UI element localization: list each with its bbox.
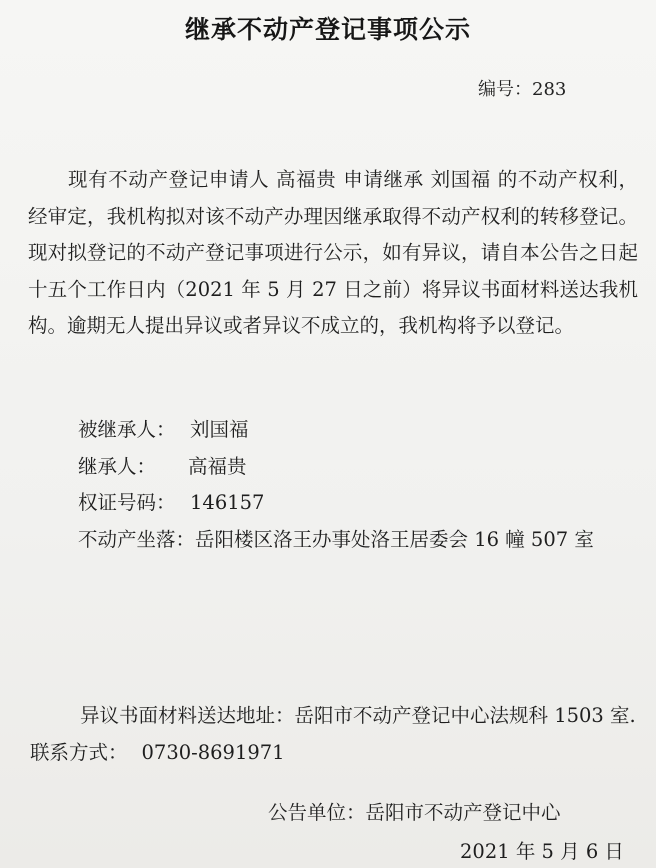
- contact-phone: 0730-8691971: [141, 741, 285, 764]
- notice-body-paragraph: 现有不动产登记申请人 高福贵 申请继承 刘国福 的不动产权利，经审定，我机构拟对该不动产办理因继承取得不动产权利的转移登记。现对拟登记的不动产登记事项进行公示，如有异议，请自本公告之日起十五个工作日内（2021 年 5 月 27 日之前）将异议书面材料送达我机构。逾期无人提出异议或者异议不成立的，我机构将予以登记。: [28, 168, 638, 337]
- issuer: 公告单位：岳阳市不动产登记中心: [268, 801, 561, 824]
- objection-address-block: [28, 697, 638, 771]
- field-decedent-value: 刘国福: [190, 418, 249, 441]
- field-certificate-number: [78, 485, 648, 522]
- field-heir-label: 继承人：: [78, 454, 157, 478]
- objection-address-text: 异议书面材料送达地址：岳阳市不动产登记中心法规科 1503 室.: [80, 704, 636, 727]
- contact-label: 联系方式：: [30, 741, 128, 764]
- field-property-location-label: 不动产坐落：: [78, 527, 196, 551]
- field-property-location-value: 岳阳楼区洛王办事处洛王居委会 16 幢 507 室: [195, 527, 594, 551]
- field-certificate-number-value: 146157: [190, 491, 265, 514]
- field-heir-value: 高福贵: [188, 454, 247, 478]
- document-number: 编号：283: [478, 79, 567, 100]
- field-certificate-number-label: 权证号码：: [78, 491, 176, 514]
- field-decedent: [78, 412, 648, 449]
- notice-date: 2021 年 5 月 6 日: [460, 840, 624, 863]
- page-title: 继承不动产登记事项公示: [184, 15, 471, 44]
- notice-fields: [78, 412, 648, 558]
- field-property-location: [78, 522, 648, 559]
- field-heir: [78, 449, 648, 486]
- field-decedent-label: 被继承人：: [78, 418, 176, 441]
